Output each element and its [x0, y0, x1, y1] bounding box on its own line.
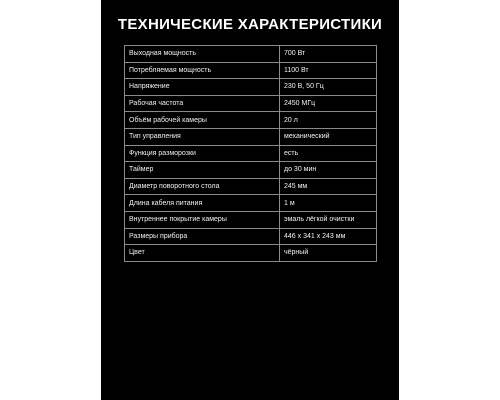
spec-sheet-page: [101, 0, 399, 400]
spec-label: Напряжение: [125, 79, 280, 96]
spec-label: Размеры прибора: [125, 228, 280, 245]
spec-label: Выходная мощность: [125, 46, 280, 63]
spec-label: Длина кабеля питания: [125, 195, 280, 212]
spec-label: Тип управления: [125, 128, 280, 145]
spec-value: 1 м: [280, 195, 377, 212]
spec-label: Внутреннее покрытие камеры: [125, 211, 280, 228]
spec-value: 20 л: [280, 112, 377, 129]
spec-table: [124, 45, 377, 262]
spec-label: Объём рабочей камеры: [125, 112, 280, 129]
spec-value: 245 мм: [280, 178, 377, 195]
spec-value: до 30 мин: [280, 162, 377, 179]
table-row: [125, 195, 377, 212]
page-title: ТЕХНИЧЕСКИЕ ХАРАКТЕРИСТИКИ: [117, 16, 383, 33]
table-row: [125, 112, 377, 129]
spec-value: 230 В, 50 Гц: [280, 79, 377, 96]
spec-label: Функция разморозки: [125, 145, 280, 162]
table-row: [125, 62, 377, 79]
spec-value: 446 х 341 х 243 мм: [280, 228, 377, 245]
table-row: [125, 128, 377, 145]
table-row: [125, 245, 377, 262]
table-row: [125, 228, 377, 245]
spec-label: Рабочая частота: [125, 95, 280, 112]
spec-value: эмаль лёгкой очистки: [280, 211, 377, 228]
spec-label: Таймер: [125, 162, 280, 179]
spec-value: 2450 МГц: [280, 95, 377, 112]
table-row: [125, 178, 377, 195]
spec-label: Потребляемая мощность: [125, 62, 280, 79]
table-row: [125, 95, 377, 112]
spec-value: 1100 Вт: [280, 62, 377, 79]
spec-value: 700 Вт: [280, 46, 377, 63]
spec-value: чёрный: [280, 245, 377, 262]
table-row: [125, 162, 377, 179]
spec-value: механический: [280, 128, 377, 145]
spec-value: есть: [280, 145, 377, 162]
table-row: [125, 211, 377, 228]
spec-label: Диаметр поворотного стола: [125, 178, 280, 195]
table-row: [125, 145, 377, 162]
table-row: [125, 79, 377, 96]
table-row: [125, 46, 377, 63]
spec-label: Цвет: [125, 245, 280, 262]
